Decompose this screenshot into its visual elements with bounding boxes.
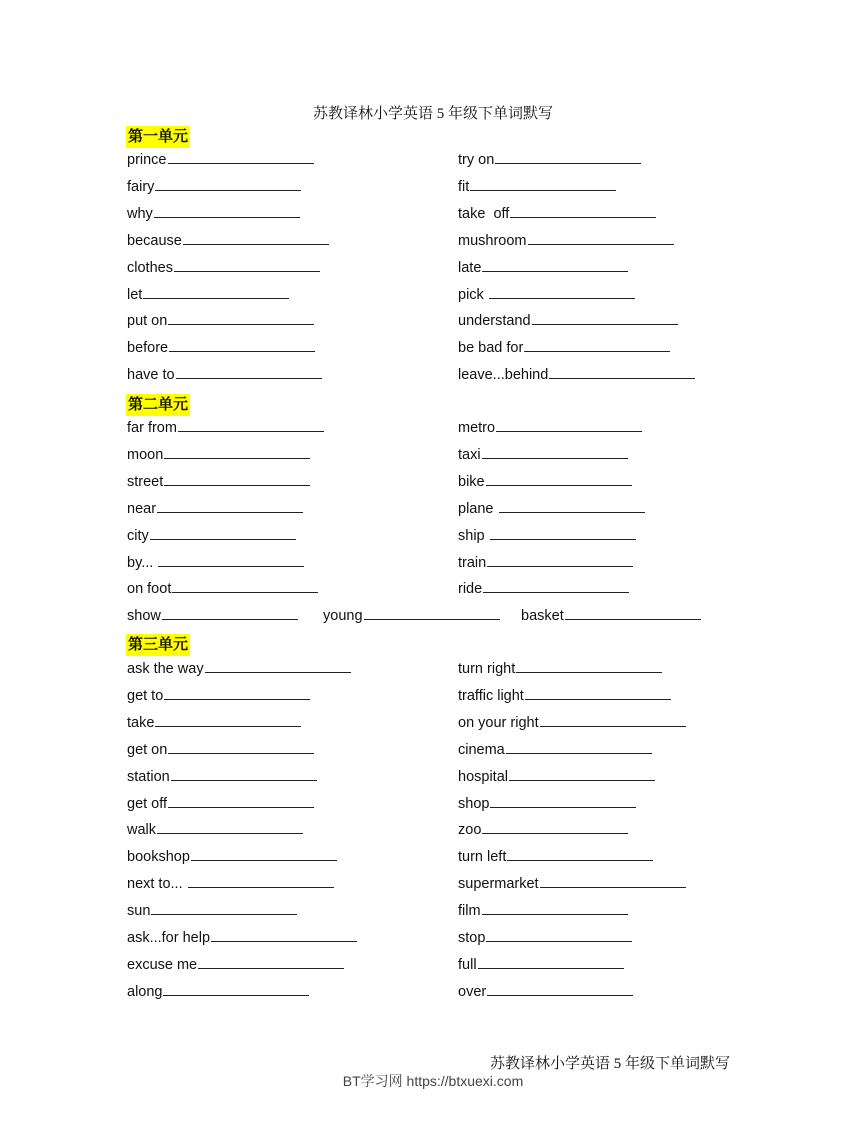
word-entry bbox=[127, 365, 322, 384]
word-label: bookshop bbox=[127, 849, 190, 866]
answer-blank[interactable] bbox=[158, 553, 304, 567]
word-entry bbox=[458, 686, 671, 705]
word-label: understand bbox=[458, 313, 531, 330]
word-entry bbox=[458, 740, 652, 759]
answer-blank[interactable] bbox=[164, 686, 310, 700]
word-entry bbox=[458, 901, 628, 920]
word-row bbox=[127, 847, 767, 874]
answer-blank[interactable] bbox=[188, 874, 334, 888]
word-entry bbox=[127, 526, 296, 545]
answer-blank[interactable] bbox=[162, 606, 298, 620]
word-row bbox=[127, 901, 767, 928]
word-entry bbox=[127, 713, 301, 732]
word-entry bbox=[458, 874, 686, 893]
word-label: full bbox=[458, 956, 477, 973]
word-label: plane bbox=[458, 500, 498, 517]
word-entry bbox=[458, 553, 633, 572]
word-entry bbox=[127, 285, 289, 304]
answer-blank[interactable] bbox=[499, 499, 645, 513]
watermark: BT学习网 https://btxuexi.com bbox=[342, 1073, 524, 1089]
word-entry bbox=[127, 338, 315, 357]
word-label: leave...behind bbox=[458, 367, 549, 384]
word-entry bbox=[127, 820, 303, 839]
word-entry bbox=[458, 177, 616, 196]
word-entry bbox=[127, 499, 303, 518]
word-entry bbox=[458, 579, 629, 598]
word-entry bbox=[458, 231, 674, 250]
word-entry bbox=[458, 258, 628, 277]
word-entry bbox=[127, 177, 301, 196]
word-entry bbox=[458, 982, 633, 1001]
word-label: before bbox=[127, 340, 169, 357]
word-row bbox=[127, 955, 767, 982]
answer-blank[interactable] bbox=[168, 794, 314, 808]
word-entry bbox=[458, 713, 686, 732]
word-entry bbox=[127, 311, 314, 330]
word-entry bbox=[127, 740, 314, 759]
word-entry bbox=[458, 767, 655, 786]
word-row bbox=[127, 820, 767, 847]
answer-blank[interactable] bbox=[528, 231, 674, 245]
word-row bbox=[127, 982, 767, 1009]
answer-blank[interactable] bbox=[168, 150, 314, 164]
answer-blank[interactable] bbox=[487, 982, 633, 996]
answer-blank[interactable] bbox=[169, 338, 315, 352]
answer-blank[interactable] bbox=[164, 472, 310, 486]
word-row bbox=[127, 928, 767, 955]
word-label: city bbox=[127, 527, 149, 544]
word-entry bbox=[127, 901, 297, 920]
word-entry bbox=[458, 311, 678, 330]
word-entry bbox=[458, 338, 670, 357]
word-row bbox=[127, 794, 767, 821]
word-row bbox=[127, 874, 767, 901]
answer-blank[interactable] bbox=[470, 177, 616, 191]
word-row bbox=[127, 606, 767, 633]
answer-blank[interactable] bbox=[171, 767, 317, 781]
word-label: next to... bbox=[127, 876, 187, 893]
word-label: clothes bbox=[127, 259, 173, 276]
answer-blank[interactable] bbox=[490, 526, 636, 540]
answer-blank[interactable] bbox=[524, 338, 670, 352]
word-label: on foot bbox=[127, 581, 172, 598]
answer-blank[interactable] bbox=[507, 847, 653, 861]
word-entry bbox=[458, 659, 662, 678]
answer-blank[interactable] bbox=[489, 285, 635, 299]
answer-blank[interactable] bbox=[482, 901, 628, 915]
word-label: by... bbox=[127, 554, 158, 571]
word-label: fairy bbox=[127, 178, 155, 195]
word-entry bbox=[127, 847, 337, 866]
word-label: get off bbox=[127, 795, 168, 812]
answer-blank[interactable] bbox=[178, 418, 324, 432]
word-row bbox=[127, 713, 767, 740]
word-entry bbox=[458, 499, 645, 518]
answer-blank[interactable] bbox=[525, 686, 671, 700]
answer-blank[interactable] bbox=[482, 820, 628, 834]
answer-blank[interactable] bbox=[154, 204, 300, 218]
word-label: bike bbox=[458, 473, 485, 490]
word-label: fit bbox=[458, 178, 470, 195]
word-label: young bbox=[323, 608, 363, 625]
word-label: train bbox=[458, 554, 487, 571]
word-label: be bad for bbox=[458, 340, 524, 357]
word-row bbox=[127, 338, 767, 365]
word-entry bbox=[458, 955, 624, 974]
answer-blank[interactable] bbox=[509, 767, 655, 781]
word-label: zoo bbox=[458, 822, 482, 839]
word-label: film bbox=[458, 903, 481, 920]
word-label: mushroom bbox=[458, 232, 527, 249]
word-entry bbox=[458, 526, 636, 545]
word-label: metro bbox=[458, 420, 496, 436]
word-entry bbox=[458, 847, 653, 866]
word-row bbox=[127, 285, 767, 312]
word-entry bbox=[127, 579, 318, 598]
word-entry bbox=[127, 553, 304, 572]
word-label: moon bbox=[127, 446, 164, 463]
answer-blank[interactable] bbox=[495, 150, 641, 164]
word-label: hospital bbox=[458, 768, 508, 785]
answer-blank[interactable] bbox=[364, 606, 500, 620]
answer-blank[interactable] bbox=[211, 928, 357, 942]
answer-blank[interactable] bbox=[487, 553, 633, 567]
answer-blank[interactable] bbox=[155, 177, 301, 191]
footer-title: 苏教译林小学英语 5 年级下单词默写 bbox=[490, 1056, 731, 1072]
word-label: try on bbox=[458, 152, 495, 168]
answer-blank[interactable] bbox=[510, 204, 656, 218]
word-label: take bbox=[127, 714, 155, 731]
word-label: pick bbox=[458, 286, 488, 303]
answer-blank[interactable] bbox=[483, 579, 629, 593]
word-label: why bbox=[127, 205, 153, 222]
word-row bbox=[127, 150, 767, 177]
word-label: take off bbox=[458, 205, 510, 222]
word-entry bbox=[521, 606, 701, 625]
answer-blank[interactable] bbox=[486, 928, 632, 942]
word-label: get on bbox=[127, 741, 168, 758]
word-label: ask the way bbox=[127, 661, 204, 677]
word-row bbox=[127, 204, 767, 231]
word-row bbox=[127, 365, 767, 392]
word-label: turn left bbox=[458, 849, 507, 866]
word-label: cinema bbox=[458, 741, 505, 758]
word-label: ride bbox=[458, 581, 483, 598]
word-label: because bbox=[127, 232, 182, 249]
word-entry bbox=[127, 445, 310, 464]
word-label: street bbox=[127, 473, 164, 490]
word-row bbox=[127, 526, 767, 553]
word-row bbox=[127, 418, 767, 445]
word-row bbox=[127, 659, 767, 686]
word-entry bbox=[458, 285, 635, 304]
answer-blank[interactable] bbox=[164, 445, 310, 459]
answer-blank[interactable] bbox=[205, 659, 351, 673]
word-entry bbox=[127, 659, 351, 678]
word-label: ask...for help bbox=[127, 930, 211, 946]
unit-heading: 第一单元 bbox=[126, 126, 190, 148]
word-entry bbox=[458, 445, 628, 464]
word-entry bbox=[323, 606, 500, 625]
word-entry bbox=[458, 204, 656, 223]
word-label: ship bbox=[458, 527, 489, 544]
word-label: excuse me bbox=[127, 956, 198, 973]
answer-blank[interactable] bbox=[183, 231, 329, 245]
word-label: traffic light bbox=[458, 687, 524, 704]
unit-heading: 第三单元 bbox=[126, 634, 190, 656]
word-entry bbox=[127, 982, 309, 1001]
word-label: along bbox=[127, 983, 163, 1000]
word-entry bbox=[127, 231, 329, 250]
word-row bbox=[127, 472, 767, 499]
word-label: late bbox=[458, 259, 482, 276]
word-label: prince bbox=[127, 152, 167, 168]
answer-blank[interactable] bbox=[486, 472, 632, 486]
word-entry bbox=[127, 150, 314, 169]
word-label: show bbox=[127, 608, 161, 625]
word-label: let bbox=[127, 286, 143, 303]
word-label: put on bbox=[127, 313, 168, 330]
answer-blank[interactable] bbox=[191, 847, 337, 861]
unit-heading: 第二单元 bbox=[126, 394, 190, 416]
word-entry bbox=[127, 874, 334, 893]
word-entry bbox=[458, 472, 632, 491]
word-entry bbox=[127, 928, 357, 947]
word-label: stop bbox=[458, 930, 486, 946]
word-row bbox=[127, 231, 767, 258]
answer-blank[interactable] bbox=[168, 740, 314, 754]
answer-blank[interactable] bbox=[532, 311, 678, 325]
word-entry bbox=[127, 767, 317, 786]
word-row bbox=[127, 740, 767, 767]
word-entry bbox=[127, 686, 310, 705]
answer-blank[interactable] bbox=[540, 874, 686, 888]
answer-blank[interactable] bbox=[482, 258, 628, 272]
answer-blank[interactable] bbox=[155, 713, 301, 727]
word-row bbox=[127, 686, 767, 713]
word-entry bbox=[458, 820, 628, 839]
word-label: station bbox=[127, 768, 170, 785]
answer-blank[interactable] bbox=[151, 901, 297, 915]
word-label: over bbox=[458, 983, 487, 1000]
answer-blank[interactable] bbox=[150, 526, 296, 540]
word-entry bbox=[458, 928, 632, 947]
word-entry bbox=[127, 606, 298, 625]
answer-blank[interactable] bbox=[496, 418, 642, 432]
word-entry bbox=[127, 472, 310, 491]
word-label: shop bbox=[458, 795, 490, 812]
word-label: get to bbox=[127, 687, 164, 704]
word-label: turn right bbox=[458, 661, 516, 677]
answer-blank[interactable] bbox=[478, 955, 624, 969]
answer-blank[interactable] bbox=[163, 982, 309, 996]
answer-blank[interactable] bbox=[176, 365, 322, 379]
word-label: supermarket bbox=[458, 876, 539, 893]
answer-blank[interactable] bbox=[506, 740, 652, 754]
answer-blank[interactable] bbox=[168, 311, 314, 325]
word-label: have to bbox=[127, 367, 175, 384]
word-entry bbox=[127, 258, 320, 277]
word-label: on your right bbox=[458, 714, 539, 731]
word-entry bbox=[127, 204, 300, 223]
word-label: sun bbox=[127, 903, 151, 920]
word-row bbox=[127, 445, 767, 472]
word-entry bbox=[458, 794, 636, 813]
answer-blank[interactable] bbox=[540, 713, 686, 727]
answer-blank[interactable] bbox=[174, 258, 320, 272]
word-row bbox=[127, 767, 767, 794]
answer-blank[interactable] bbox=[516, 659, 662, 673]
answer-blank[interactable] bbox=[143, 285, 289, 299]
answer-blank[interactable] bbox=[549, 365, 695, 379]
word-label: walk bbox=[127, 822, 157, 839]
answer-blank[interactable] bbox=[172, 579, 318, 593]
word-label: near bbox=[127, 500, 157, 517]
word-entry bbox=[127, 955, 344, 974]
answer-blank[interactable] bbox=[157, 820, 303, 834]
answer-blank[interactable] bbox=[490, 794, 636, 808]
word-row bbox=[127, 579, 767, 606]
word-label: far from bbox=[127, 420, 177, 436]
word-entry bbox=[127, 794, 314, 813]
word-row bbox=[127, 311, 767, 338]
word-label: taxi bbox=[458, 446, 481, 463]
word-label: basket bbox=[521, 608, 564, 625]
answer-blank[interactable] bbox=[482, 445, 628, 459]
word-entry bbox=[458, 150, 641, 169]
word-entry bbox=[458, 418, 642, 437]
word-row bbox=[127, 553, 767, 580]
answer-blank[interactable] bbox=[565, 606, 701, 620]
page-title: 苏教译林小学英语 5 年级下单词默写 bbox=[312, 106, 553, 122]
word-entry bbox=[458, 365, 695, 384]
word-row bbox=[127, 177, 767, 204]
word-entry bbox=[127, 418, 324, 437]
answer-blank[interactable] bbox=[198, 955, 344, 969]
word-row bbox=[127, 258, 767, 285]
word-row bbox=[127, 499, 767, 526]
answer-blank[interactable] bbox=[157, 499, 303, 513]
